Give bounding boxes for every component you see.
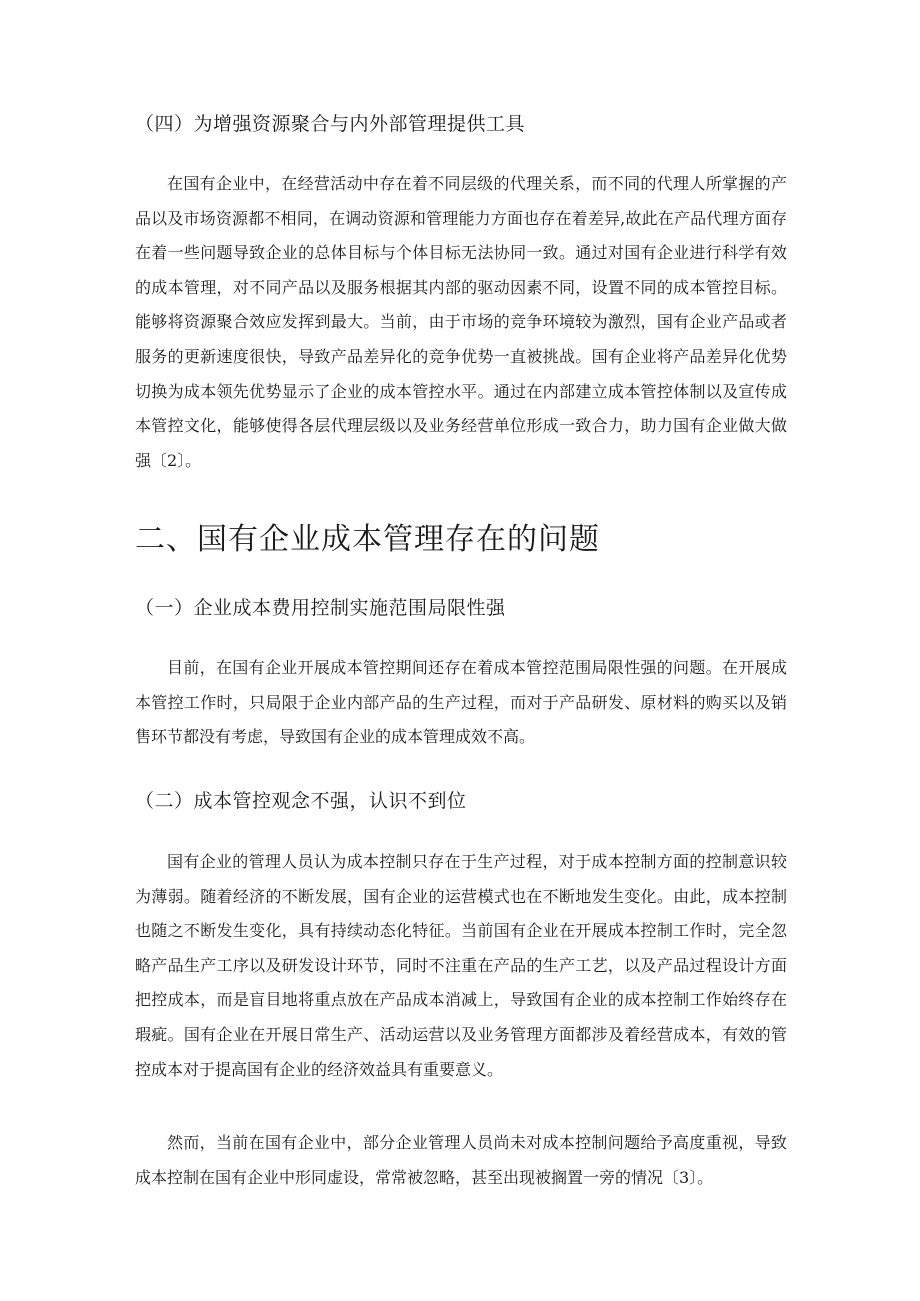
chapter-2-title: 二、国有企业成本管理存在的问题 — [135, 522, 600, 557]
section-2-title: （二）成本管控观念不强，认识不到位 — [135, 790, 467, 812]
section-4-title: （四）为增强资源聚合与内外部管理提供工具 — [135, 113, 526, 135]
section-1-paragraph: 目前，在国有企业开展成本管控期间还存在着成本管控范围局限性强的问题。在开展成本管控工作时，只局限于企业内部产品的生产过程，而对于产品研发、原材料的购买以及销售环节都没有考虑，导致国有企业的成本管理成效不高。 — [135, 658, 787, 747]
section-2-paragraph-2: 然而，当前在国有企业中，部分企业管理人员尚未对成本控制问题给予高度重视，导致成本控制在国有企业中形同虚设，常常被忽略，甚至出现被搁置一旁的情况〔3〕。 — [135, 1133, 787, 1187]
section-1-title: （一）企业成本费用控制实施范围局限性强 — [135, 597, 506, 619]
section-2-paragraph-1: 国有企业的管理人员认为成本控制只存在于生产过程，对于成本控制方面的控制意识较为薄弱。随着经济的不断发展，国有企业的运营模式也在不断地发生变化。由此，成本控制也随之不断发生变化，具有持续动态化特征。当前国有企业在开展成本控制工作时，完全忽略产品生产工序以及研发设计环节，同时不注重在产品的生产工艺，以及产品过程设计方面把控成本，而是盲目地将重点放在产品成本消减上，导致国有企业的成本控制工作始终存在瑕疵。国有企业在开展日常生产、活动运营以及业务管理方面都涉及着经营成本，有效的管控成本对于提高国有企业的经济效益具有重要意义。 — [135, 852, 787, 1079]
section-4-paragraph: 在国有企业中，在经营活动中存在着不同层级的代理关系，而不同的代理人所掌握的产品以及市场资源都不相同，在调动资源和管理能力方面也存在着差异,故此在产品代理方面存在着一些问题导致企业的总体目标与个体目标无法协同一致。通过对国有企业进行科学有效的成本管理，对不同产品以及服务根据其内部的驱动因素不同，设置不同的成本管控目标。能够将资源聚合效应发挥到最大。当前，由于市场的竞争环境较为激烈，国有企业产品或者服务的更新速度很快，导致产品差异化的竞争优势一直被挑战。国有企业将产品差异化优势切换为成本领先优势显示了企业的成本管控水平。通过在内部建立成本管控体制以及宣传成本管控文化，能够使得各层代理层级以及业务经营单位形成一致合力，助力国有企业做大做强〔2〕。 — [135, 174, 787, 470]
